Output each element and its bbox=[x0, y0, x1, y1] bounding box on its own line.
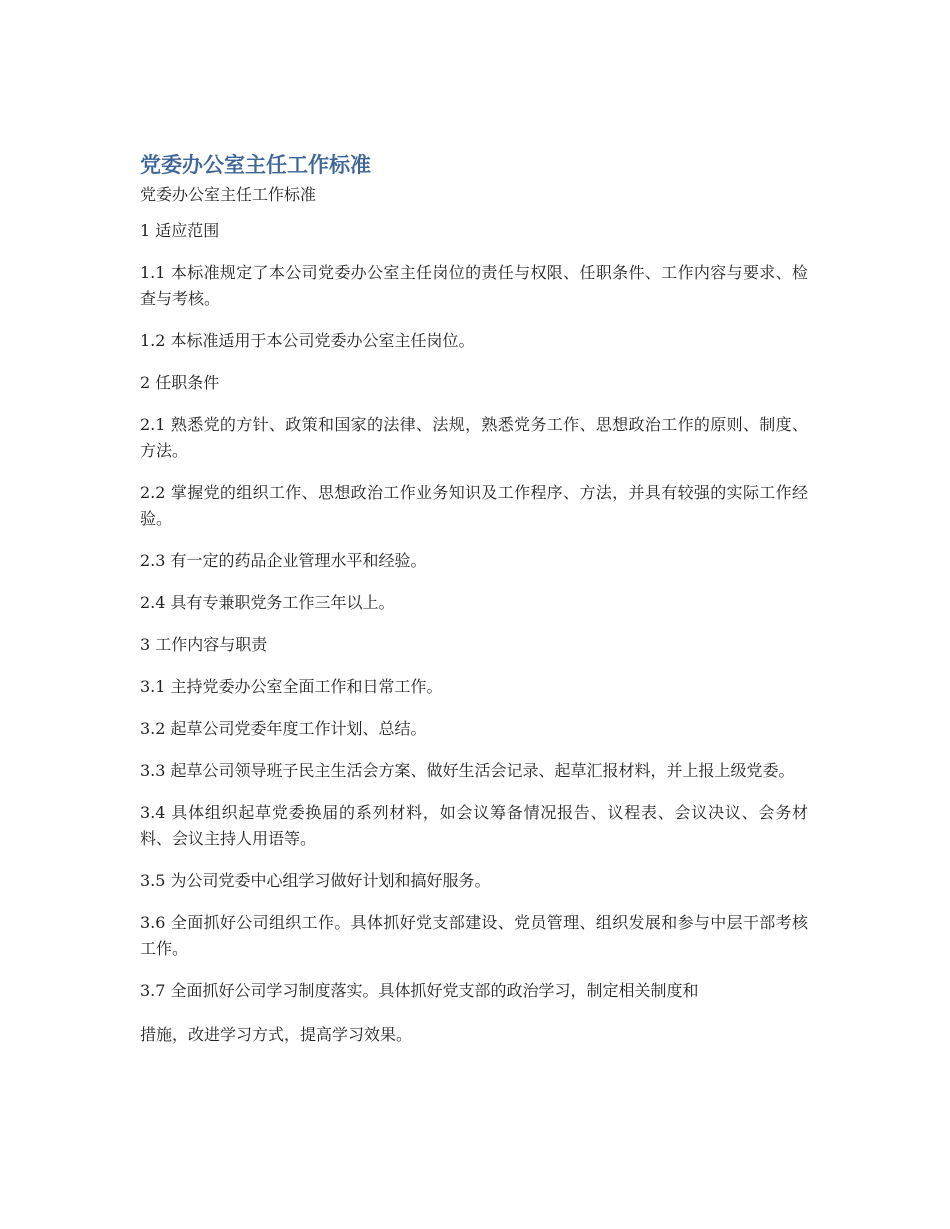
section-heading: 2 任职条件 bbox=[140, 373, 220, 392]
paragraph: 3.5 为公司党委中心组学习做好计划和搞好服务。 bbox=[140, 871, 491, 890]
document-title: 党委办公室主任工作标准 bbox=[140, 153, 371, 177]
paragraph: 3.1 主持党委办公室全面工作和日常工作。 bbox=[140, 677, 443, 696]
paragraph: 3.4 具体组织起草党委换届的系列材料，如会议筹备情况报告、议程表、会议决议、会务材料、会议主持人用语等。 bbox=[140, 803, 808, 848]
section-heading: 3 工作内容与职责 bbox=[140, 635, 268, 654]
paragraph: 2.1 熟悉党的方针、政策和国家的法律、法规，熟悉党务工作、思想政治工作的原则、制度、方法。 bbox=[140, 415, 808, 460]
paragraph: 2.4 具有专兼职党务工作三年以上。 bbox=[140, 593, 395, 612]
paragraph: 措施，改进学习方式，提高学习效果。 bbox=[140, 1025, 413, 1044]
paragraph: 2.3 有一定的药品企业管理水平和经验。 bbox=[140, 551, 427, 570]
paragraph: 1.1 本标准规定了本公司党委办公室主任岗位的责任与权限、任职条件、工作内容与要求、检查与考核。 bbox=[140, 263, 808, 308]
paragraph: 3.3 起草公司领导班子民主生活会方案、做好生活会记录、起草汇报材料，并上报上级党委。 bbox=[140, 761, 795, 780]
paragraph: 2.2 掌握党的组织工作、思想政治工作业务知识及工作程序、方法，并具有较强的实际工作经验。 bbox=[140, 483, 808, 528]
paragraph: 1.2 本标准适用于本公司党委办公室主任岗位。 bbox=[140, 331, 475, 350]
paragraph: 3.7 全面抓好公司学习制度落实。具体抓好党支部的政治学习，制定相关制度和 bbox=[140, 981, 699, 1000]
section-heading: 1 适应范围 bbox=[140, 221, 220, 240]
paragraph: 3.6 全面抓好公司组织工作。具体抓好党支部建设、党员管理、组织发展和参与中层干部考核工作。 bbox=[140, 913, 808, 958]
document-subtitle: 党委办公室主任工作标准 bbox=[140, 185, 317, 204]
paragraph: 3.2 起草公司党委年度工作计划、总结。 bbox=[140, 719, 427, 738]
document-body bbox=[140, 148, 808, 1064]
